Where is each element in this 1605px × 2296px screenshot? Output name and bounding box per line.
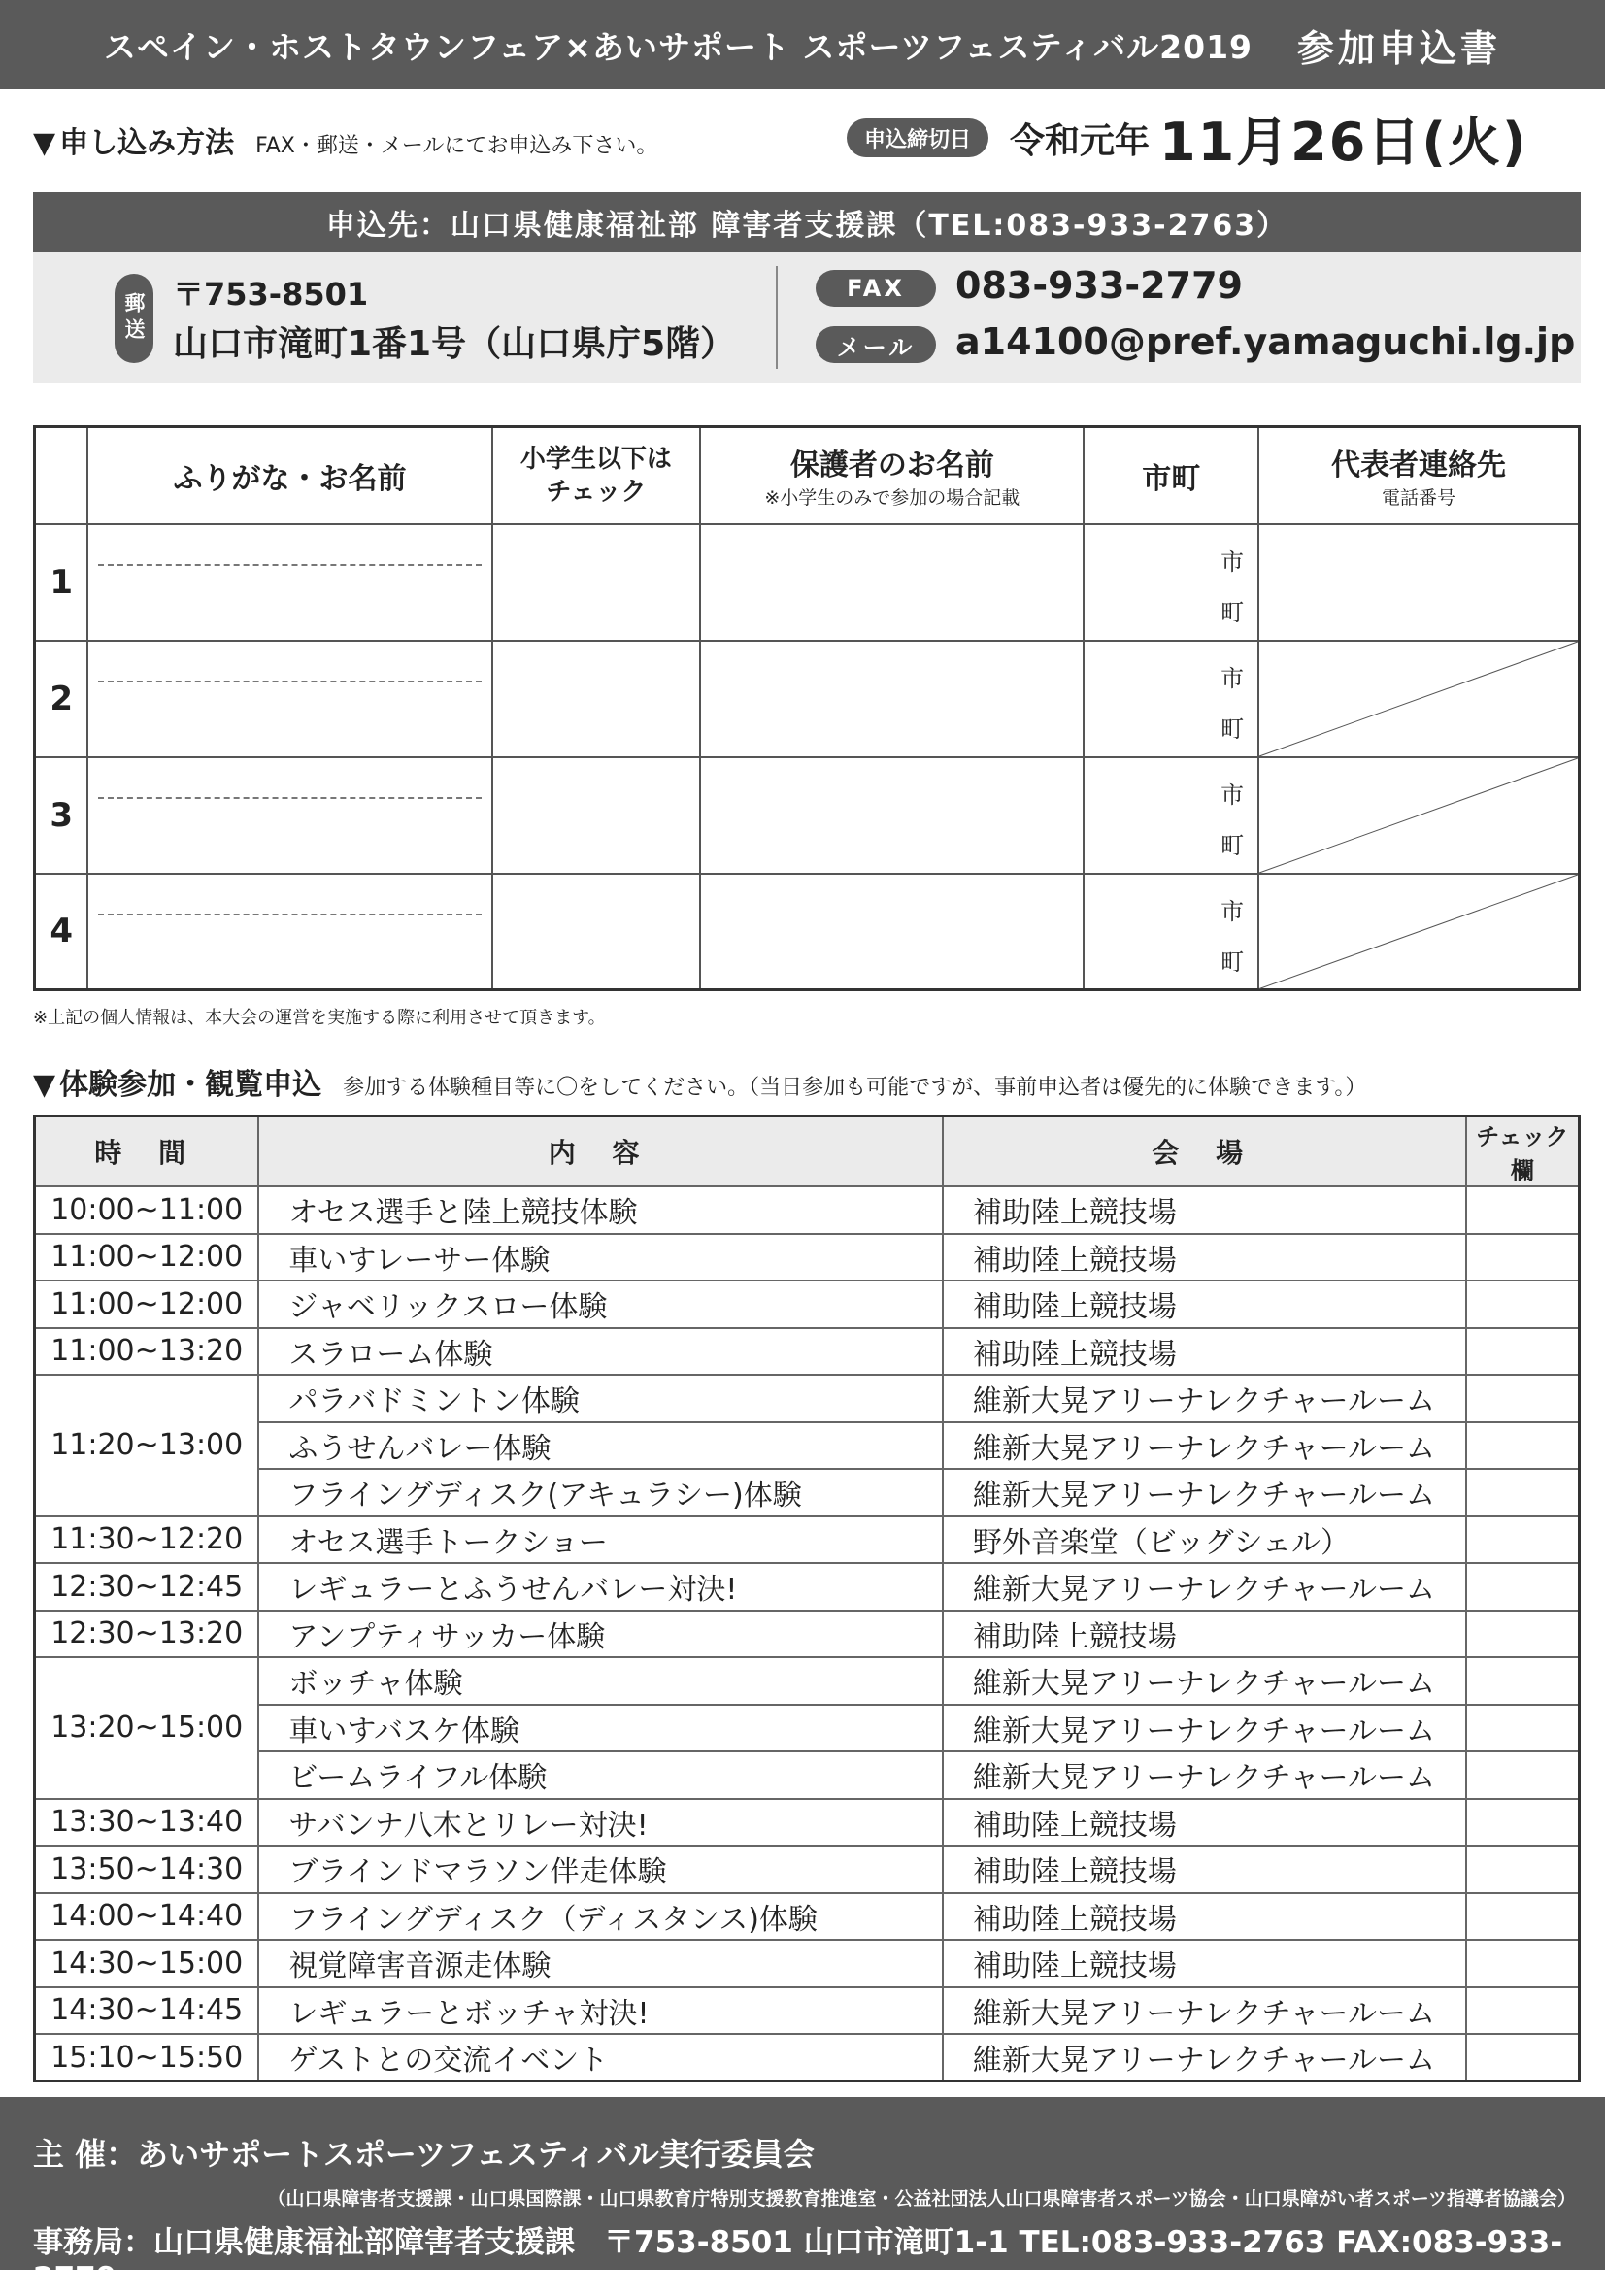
time-cell: 11:00~12:00 xyxy=(35,1234,259,1281)
title-bar xyxy=(0,0,1605,89)
venue-cell: 補助陸上競技場 xyxy=(943,1281,1466,1328)
content-cell: ブラインドマラソン伴走体験 xyxy=(258,1846,942,1893)
content-cell: ふうせんバレー体験 xyxy=(258,1422,942,1470)
city-header: 市町 xyxy=(1084,427,1258,524)
venue-cell: 維新大晃アリーナレクチャールーム xyxy=(943,1705,1466,1752)
child-check-field[interactable] xyxy=(492,524,701,641)
triangle-icon: ▼ xyxy=(33,126,56,160)
organizer: 主 催：あいサポートスポーツフェスティバル実行委員会 xyxy=(33,2136,815,2173)
content-cell: アンプティサッカー体験 xyxy=(258,1611,942,1658)
contact-field[interactable] xyxy=(1258,524,1579,641)
deadline-date: 11月26日(火) xyxy=(1159,111,1528,173)
contact-box xyxy=(33,252,1581,383)
city-field[interactable]: 市 町 xyxy=(1084,524,1258,641)
contact-header: 代表者連絡先 電話番号 xyxy=(1258,427,1579,524)
venue-cell: 補助陸上競技場 xyxy=(943,1611,1466,1658)
office: 事務局：山口県健康福祉部障害者支援課 〒753-8501 山口市滝町1-1 TEL:083-933-2763 FAX:083-933-2779 xyxy=(33,2225,1563,2296)
city-field[interactable]: 市 町 xyxy=(1084,757,1258,874)
experience-note: 参加する体験種目等に〇をしてください。（当日参加も可能ですが、事前申込者は優先的に体験できます。） xyxy=(343,1076,1367,1100)
guardian-field[interactable] xyxy=(700,641,1084,757)
table-row xyxy=(35,524,1580,641)
table-row xyxy=(35,1751,1580,1799)
table-row xyxy=(35,1328,1580,1376)
fax-label: FAX xyxy=(816,270,936,307)
name-field[interactable] xyxy=(87,524,491,641)
content-cell: レギュラーとふうせんバレー対決! xyxy=(258,1563,942,1611)
check-cell[interactable] xyxy=(1466,2034,1580,2081)
apply-method-note: FAX・郵送・メールにてお申込み下さい。 xyxy=(255,134,658,158)
content-cell: オセス選手トークショー xyxy=(258,1516,942,1564)
deadline xyxy=(847,109,1528,173)
table-row xyxy=(35,1186,1580,1234)
check-cell[interactable] xyxy=(1466,1940,1580,1987)
content-cell: ボッチャ体験 xyxy=(258,1657,942,1705)
content-cell: パラバドミントン体験 xyxy=(258,1375,942,1422)
check-cell[interactable] xyxy=(1466,1469,1580,1516)
table-row xyxy=(35,1611,1580,1658)
content-cell: ビームライフル体験 xyxy=(258,1751,942,1799)
check-cell[interactable] xyxy=(1466,1657,1580,1705)
experience-header-row xyxy=(35,1116,1580,1187)
venue-header: 会 場 xyxy=(943,1116,1466,1187)
check-cell[interactable] xyxy=(1466,1186,1580,1234)
venue-cell: 維新大晃アリーナレクチャールーム xyxy=(943,1751,1466,1799)
time-cell: 13:30~13:40 xyxy=(35,1799,259,1847)
application-header-row xyxy=(35,427,1580,524)
row-number: 3 xyxy=(35,757,88,874)
privacy-note: ※上記の個人情報は、本大会の運営を実施する際に利用させて頂きます。 xyxy=(33,1008,606,1028)
apply-method-heading: ▼ 申し込み方法 FAX・郵送・メールにてお申込み下さい。 xyxy=(33,126,658,160)
table-row xyxy=(35,1846,1580,1893)
check-cell[interactable] xyxy=(1466,1375,1580,1422)
check-cell[interactable] xyxy=(1466,1328,1580,1376)
check-cell[interactable] xyxy=(1466,1846,1580,1893)
check-cell[interactable] xyxy=(1466,1422,1580,1470)
table-row xyxy=(35,1469,1580,1516)
guardian-field[interactable] xyxy=(700,524,1084,641)
table-row xyxy=(35,1234,1580,1281)
time-header: 時 間 xyxy=(35,1116,259,1187)
content-cell: ジャベリックスロー体験 xyxy=(258,1281,942,1328)
content-cell: オセス選手と陸上競技体験 xyxy=(258,1186,942,1234)
content-cell: サバンナ八木とリレー対決! xyxy=(258,1799,942,1847)
name-field[interactable] xyxy=(87,874,491,990)
content-cell: レギュラーとボッチャ対決! xyxy=(258,1987,942,2035)
content-cell: 車いすレーサー体験 xyxy=(258,1234,942,1281)
table-row xyxy=(35,1422,1580,1470)
office-contact: 〒753-8501 山口市滝町1-1 TEL:083-933-2763 FAX:083-933-2779 xyxy=(33,2225,1563,2296)
postal-code: 〒753-8501 xyxy=(173,276,369,313)
diagonal-strike xyxy=(1259,875,1578,989)
guardian-field[interactable] xyxy=(700,757,1084,874)
table-row xyxy=(35,1705,1580,1752)
child-check-field[interactable] xyxy=(492,641,701,757)
event-title: スペイン・ホストタウンフェア×あいサポート スポーツフェスティバル2019 xyxy=(103,27,1254,66)
table-row xyxy=(35,1375,1580,1422)
check-cell[interactable] xyxy=(1466,1611,1580,1658)
experience-table xyxy=(33,1115,1581,2082)
row-number: 4 xyxy=(35,874,88,990)
row-number-header xyxy=(35,427,88,524)
experience-heading: ▼ 体験参加・観覧申込 参加する体験種目等に〇をしてください。（当日参加も可能ですが、事前申込者は優先的に体験できます。） xyxy=(33,1068,1367,1102)
table-row xyxy=(35,2034,1580,2081)
venue-cell: 補助陸上競技場 xyxy=(943,1846,1466,1893)
application-table xyxy=(33,425,1581,991)
row-number: 2 xyxy=(35,641,88,757)
name-field[interactable] xyxy=(87,641,491,757)
venue-cell: 維新大晃アリーナレクチャールーム xyxy=(943,1469,1466,1516)
time-cell: 11:00~12:00 xyxy=(35,1281,259,1328)
footer xyxy=(0,2097,1605,2296)
table-row xyxy=(35,1281,1580,1328)
check-cell[interactable] xyxy=(1466,1234,1580,1281)
check-cell[interactable] xyxy=(1466,1516,1580,1564)
content-header: 内 容 xyxy=(258,1116,942,1187)
time-cell: 14:00~14:40 xyxy=(35,1893,259,1941)
time-cell: 14:30~15:00 xyxy=(35,1940,259,1987)
name-field[interactable] xyxy=(87,757,491,874)
table-row xyxy=(35,1893,1580,1941)
time-cell: 13:50~14:30 xyxy=(35,1846,259,1893)
triangle-icon: ▼ xyxy=(33,1068,56,1102)
diagonal-strike xyxy=(1259,642,1578,756)
venue-cell: 補助陸上競技場 xyxy=(943,1186,1466,1234)
venue-cell: 維新大晃アリーナレクチャールーム xyxy=(943,1563,1466,1611)
table-row xyxy=(35,1940,1580,1987)
deadline-era: 令和元年 xyxy=(1010,120,1151,161)
check-cell[interactable] xyxy=(1466,1893,1580,1941)
time-cell: 13:20~15:00 xyxy=(35,1657,259,1799)
content-cell: ゲストとの交流イベント xyxy=(258,2034,942,2081)
contact-field-struck xyxy=(1258,757,1579,874)
email-address: a14100@pref.yamaguchi.lg.jp xyxy=(955,320,1576,363)
address: 山口市滝町1番1号（山口県庁5階） xyxy=(173,324,736,364)
venue-cell: 維新大晃アリーナレクチャールーム xyxy=(943,1657,1466,1705)
venue-cell: 補助陸上競技場 xyxy=(943,1893,1466,1941)
content-cell: フライングディスク（ディスタンス)体験 xyxy=(258,1893,942,1941)
time-cell: 15:10~15:50 xyxy=(35,2034,259,2081)
table-row xyxy=(35,1516,1580,1564)
check-cell[interactable] xyxy=(1466,1563,1580,1611)
content-cell: 視覚障害音源走体験 xyxy=(258,1940,942,1987)
table-row xyxy=(35,1987,1580,2035)
time-cell: 14:30~14:45 xyxy=(35,1987,259,2035)
email-label: メール xyxy=(816,326,936,363)
child-check-header: 小学生以下は チェック xyxy=(492,427,701,524)
child-check-field[interactable] xyxy=(492,757,701,874)
content-cell: 車いすバスケ体験 xyxy=(258,1705,942,1752)
check-cell[interactable] xyxy=(1466,1799,1580,1847)
row-number: 1 xyxy=(35,524,88,641)
check-cell[interactable] xyxy=(1466,1987,1580,2035)
city-field[interactable]: 市 町 xyxy=(1084,874,1258,990)
time-cell: 10:00~11:00 xyxy=(35,1186,259,1234)
time-cell: 11:20~13:00 xyxy=(35,1375,259,1516)
venue-cell: 補助陸上競技場 xyxy=(943,1328,1466,1376)
content-cell: スラローム体験 xyxy=(258,1328,942,1376)
child-check-field[interactable] xyxy=(492,874,701,990)
deadline-label: 申込締切日 xyxy=(847,118,988,157)
guardian-header: 保護者のお名前 ※小学生のみで参加の場合記載 xyxy=(700,427,1084,524)
check-header: チェック欄 xyxy=(1466,1116,1580,1187)
diagonal-strike xyxy=(1259,758,1578,873)
table-row xyxy=(35,1657,1580,1705)
venue-cell: 野外音楽堂（ビッグシェル） xyxy=(943,1516,1466,1564)
contact-field-struck xyxy=(1258,641,1579,757)
table-row xyxy=(35,757,1580,874)
organizer-members: （山口県障害者支援課・山口県国際課・山口県教育庁特別支援教育推進室・公益社団法人山口県障害者スポーツ協会・山口県障がい者スポーツ指導者協議会） xyxy=(267,2188,1576,2210)
check-cell[interactable] xyxy=(1466,1281,1580,1328)
venue-cell: 維新大晃アリーナレクチャールーム xyxy=(943,1375,1466,1422)
venue-cell: 維新大晃アリーナレクチャールーム xyxy=(943,1987,1466,2035)
venue-cell: 補助陸上競技場 xyxy=(943,1940,1466,1987)
table-row xyxy=(35,874,1580,990)
venue-cell: 補助陸上競技場 xyxy=(943,1799,1466,1847)
name-header: ふりがな・お名前 xyxy=(87,427,491,524)
destination-bar: 申込先：山口県健康福祉部 障害者支援課（TEL:083-933-2763） xyxy=(33,192,1581,252)
contact-field-struck xyxy=(1258,874,1579,990)
time-cell: 12:30~12:45 xyxy=(35,1563,259,1611)
guardian-field[interactable] xyxy=(700,874,1084,990)
table-row xyxy=(35,1563,1580,1611)
check-cell[interactable] xyxy=(1466,1751,1580,1799)
document-name: 参加申込書 xyxy=(1297,26,1502,70)
fax-number: 083-933-2779 xyxy=(955,264,1243,307)
table-row xyxy=(35,1799,1580,1847)
venue-cell: 補助陸上競技場 xyxy=(943,1234,1466,1281)
time-cell: 11:00~13:20 xyxy=(35,1328,259,1376)
content-cell: フライングディスク(アキュラシー)体験 xyxy=(258,1469,942,1516)
check-cell[interactable] xyxy=(1466,1705,1580,1752)
time-cell: 12:30~13:20 xyxy=(35,1611,259,1658)
mail-tag: 郵送 xyxy=(115,274,153,363)
divider xyxy=(776,266,778,369)
time-cell: 11:30~12:20 xyxy=(35,1516,259,1564)
venue-cell: 維新大晃アリーナレクチャールーム xyxy=(943,1422,1466,1470)
city-field[interactable]: 市 町 xyxy=(1084,641,1258,757)
venue-cell: 維新大晃アリーナレクチャールーム xyxy=(943,2034,1466,2081)
table-row xyxy=(35,641,1580,757)
